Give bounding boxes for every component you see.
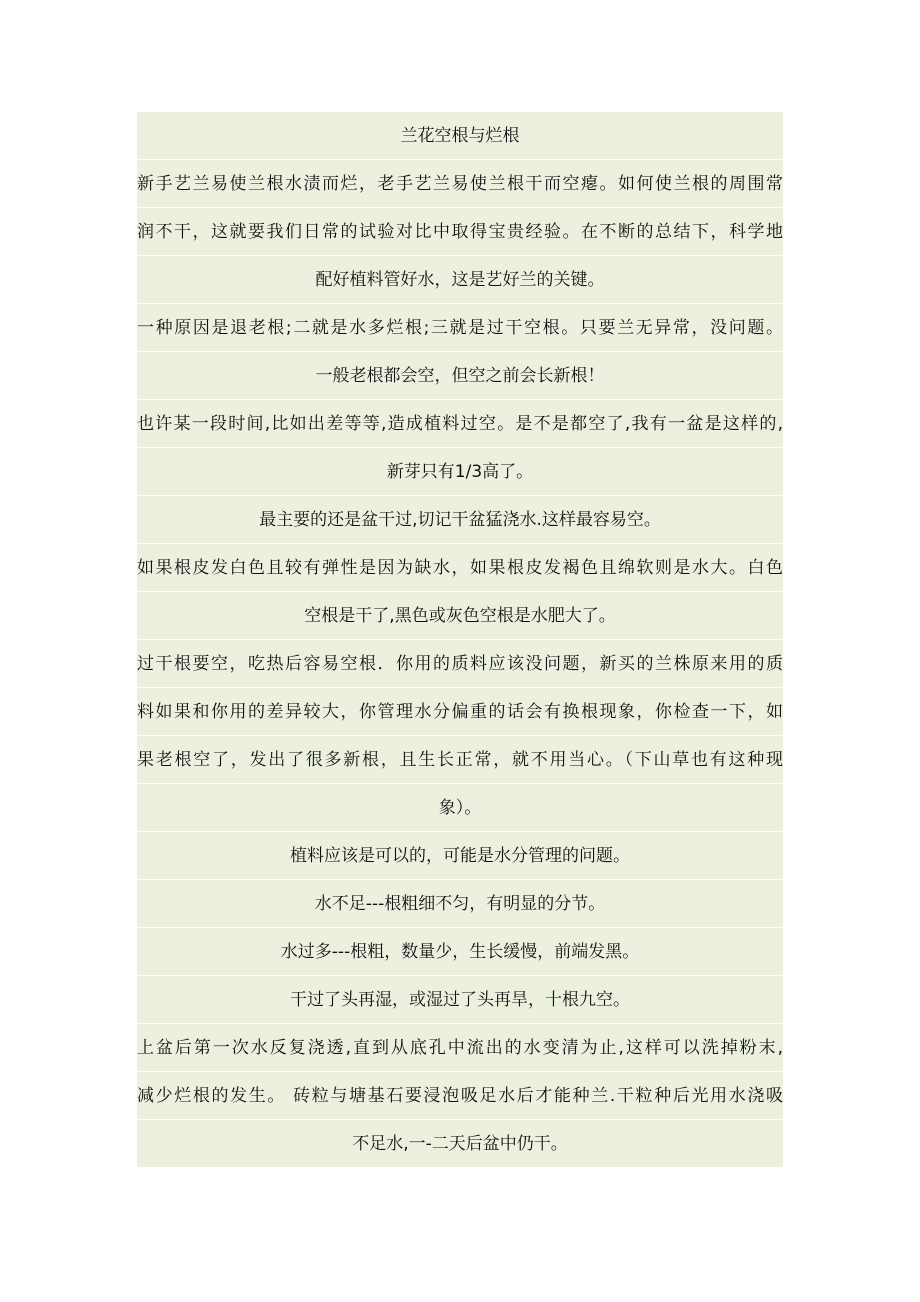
- paragraph-line: 新手艺兰易使兰根水渍而烂，老手艺兰易使兰根干而空瘪。如何使兰根的周围常: [137, 160, 783, 208]
- paragraph-line: 一般老根都会空，但空之前会长新根！: [137, 352, 783, 400]
- paragraph-line: 料如果和你用的差异较大，你管理水分偏重的话会有换根现象，你检查一下，如: [137, 688, 783, 736]
- document-title: 兰花空根与烂根: [137, 112, 783, 160]
- document-text-block: [137, 112, 783, 1167]
- paragraph-line: 空根是干了,黑色或灰色空根是水肥大了。: [137, 592, 783, 640]
- paragraph-line: 也许某一段时间,比如出差等等,造成植料过空。是不是都空了,我有一盆是这样的,: [137, 400, 783, 448]
- paragraph-line: 过干根要空，吃热后容易空根．你用的质料应该没问题，新买的兰株原来用的质: [137, 640, 783, 688]
- paragraph-line: 果老根空了，发出了很多新根，且生长正常，就不用当心。（下山草也有这种现: [137, 736, 783, 784]
- paragraph-line: 新芽只有1/3高了。: [137, 448, 783, 496]
- paragraph-line: 润不干，这就要我们日常的试验对比中取得宝贵经验。在不断的总结下，科学地: [137, 208, 783, 256]
- paragraph-line: 象）。: [137, 784, 783, 832]
- paragraph-line: 上盆后第一次水反复浇透,直到从底孔中流出的水变清为止,这样可以洗掉粉末,: [137, 1024, 783, 1072]
- paragraph-line: 水不足---根粗细不匀，有明显的分节。: [137, 880, 783, 928]
- paragraph-line: 水过多---根粗，数量少，生长缓慢，前端发黑。: [137, 928, 783, 976]
- paragraph-line: 最主要的还是盆干过,切记干盆猛浇水.这样最容易空。: [137, 496, 783, 544]
- paragraph-line: 如果根皮发白色且较有弹性是因为缺水，如果根皮发褐色且绵软则是水大。白色: [137, 544, 783, 592]
- paragraph-line: 配好植料管好水，这是艺好兰的关键。: [137, 256, 783, 304]
- paragraph-line: 减少烂根的发生。 砖粒与塘基石要浸泡吸足水后才能种兰.干粒种后光用水浇吸: [137, 1072, 783, 1120]
- paragraph-line: 植料应该是可以的，可能是水分管理的问题。: [137, 832, 783, 880]
- paragraph-line: 不足水,一-二天后盆中仍干。: [352, 1134, 568, 1154]
- paragraph-line: 一种原因是退老根;二就是水多烂根;三就是过干空根。只要兰无异常，没问题。: [137, 304, 783, 352]
- paragraph-line: 干过了头再湿，或湿过了头再旱，十根九空。: [137, 976, 783, 1024]
